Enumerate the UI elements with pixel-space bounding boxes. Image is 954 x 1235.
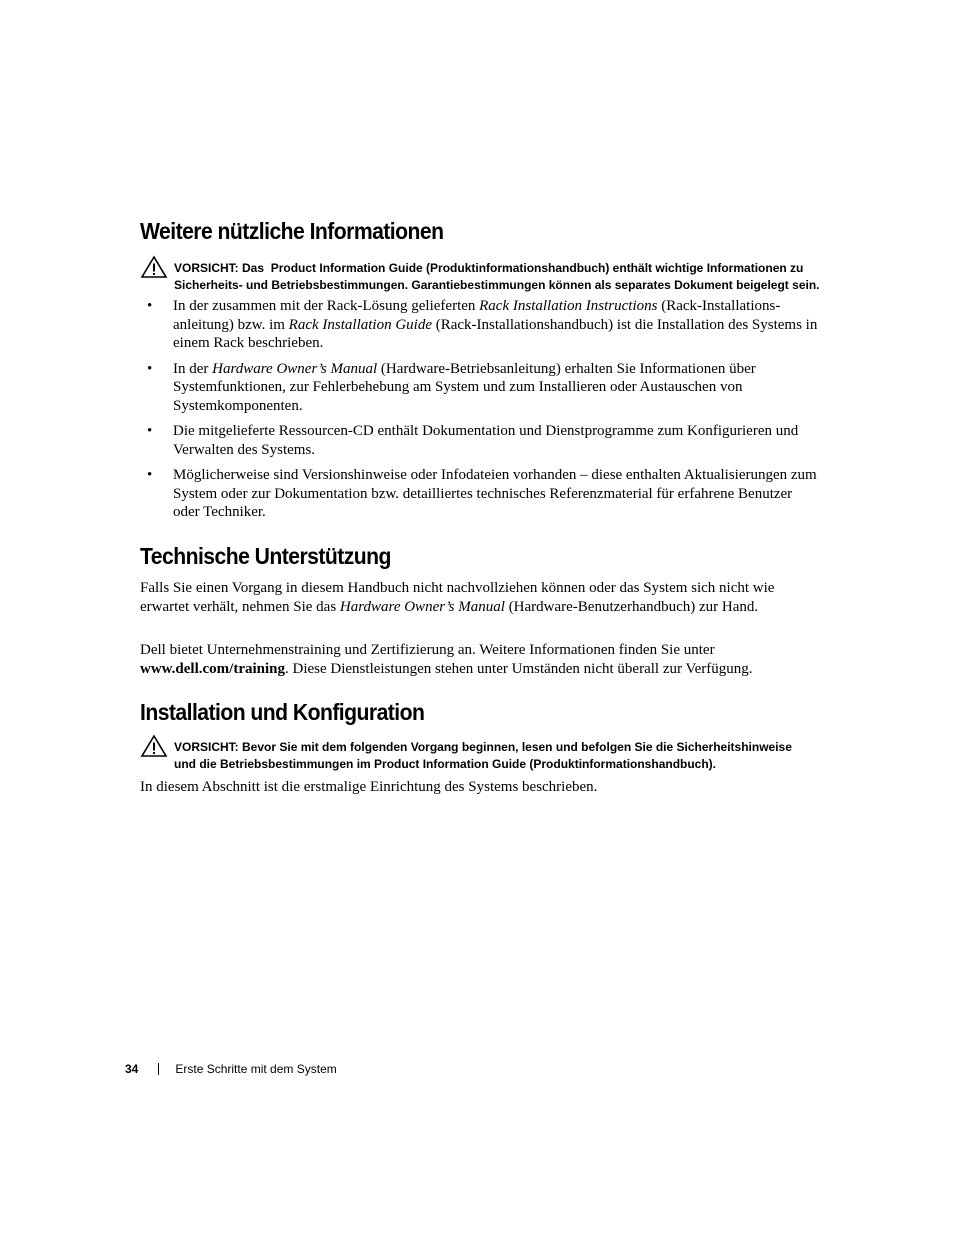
training-url-link[interactable]: www.dell.com/training: [140, 660, 285, 677]
doc-title-rack-instructions: Rack Installation Instructions: [479, 298, 658, 314]
caution-label-2: VORSICHT:: [174, 740, 239, 754]
caution-line-2a: Bevor Sie mit dem folgenden Vorgang beginnen, lesen und befolgen Sie die Sicherheitshinweise: [242, 740, 792, 754]
list-item: [140, 360, 820, 416]
section-title-more-info: Weitere nützliche Informationen: [140, 218, 444, 244]
caution-line-2b: und die Betriebsbestimmungen im Product Information Guide (Produktinformationshandbuch).: [174, 757, 717, 771]
page-footer: [125, 1062, 337, 1076]
support-paragraph-2: [140, 641, 820, 678]
installation-paragraph: In diesem Abschnitt ist die erstmalige Einrichtung des Systems beschrieben.: [140, 779, 598, 795]
chapter-title: Erste Schritte mit dem System: [175, 1062, 337, 1076]
warning-triangle-icon: [140, 255, 168, 279]
list-item-text: Möglicherweise sind Versionshinweise oder Infodateien vorhanden – diese enthalten Aktualisierungen zum System oder zur Dokumentation bzw. detailliertes technisches Referenzmaterial für erfahrene Benutzer oder Techniker.: [173, 467, 817, 520]
caution-label-1: VORSICHT:: [174, 261, 239, 275]
section-title-technical-support: Technische Unterstützung: [140, 543, 391, 569]
doc-title-rack-guide: Rack Installation Guide: [288, 316, 432, 333]
bullet-glyph: •: [147, 423, 153, 439]
list-item-text: In der: [173, 360, 213, 377]
doc-title-hardware-manual: Hardware Owner’s Manual: [339, 598, 505, 615]
list-item: [140, 297, 820, 353]
list-item-text: Die mitgelieferte Ressourcen-CD enthält Dokumentation und Dienstprogramme zum Konfigurieren und Verwalten des Systems.: [173, 423, 799, 458]
info-bullet-list: [140, 297, 820, 529]
bullet-glyph: •: [147, 467, 153, 483]
list-item-text: (Hardware-Betriebsanleitung) erhalten Sie Informationen über Systemfunktionen, zur Fehlerbehebung am System und zum Installieren oder Austauschen von Systemkomponenten.: [173, 360, 756, 414]
doc-title-hardware-manual: Hardware Owner’s Manual: [212, 360, 378, 377]
list-item-text: (Rack-Installations-anleitung) bzw. im: [173, 298, 781, 333]
list-item-text: (Rack-Installationshandbuch) ist die Installation des Systems in einem Rack beschrieben.: [173, 316, 818, 351]
list-item-text: In der zusammen mit der Rack-Lösung gelieferten: [173, 298, 480, 314]
caution-text-1: [140, 260, 820, 294]
section-title-installation: Installation und Konfiguration: [140, 699, 425, 725]
warning-triangle-icon: [140, 734, 168, 758]
bullet-glyph: •: [147, 298, 153, 314]
list-item: [140, 422, 820, 459]
footer-divider: [158, 1063, 159, 1075]
caution-line-1b: Sicherheits- und Betriebsbestimmungen. Garantiebestimmungen können als separates Dokument beigelegt sein.: [174, 278, 820, 292]
list-item: [140, 466, 820, 522]
paragraph-text: Falls Sie einen Vorgang in diesem Handbuch nicht nachvollziehen können oder das System sich nicht wie erwartet verhält, nehmen Sie das: [140, 580, 775, 615]
paragraph-text: . Diese Dienstleistungen stehen unter Umständen nicht überall zur Verfügung.: [285, 660, 753, 677]
caution-notice-1: [140, 260, 820, 294]
bullet-glyph: •: [147, 360, 153, 377]
support-paragraph-1: [140, 579, 820, 616]
paragraph-text: Dell bietet Unternehmenstraining und Zertifizierung an. Weitere Informationen finden Sie unter: [140, 642, 715, 658]
page-number: 34: [125, 1062, 139, 1076]
caution-text-2: [140, 739, 820, 773]
paragraph-text: (Hardware-Benutzerhandbuch) zur Hand.: [504, 598, 759, 615]
caution-notice-2: [140, 739, 820, 773]
caution-line-1a: Das Product Information Guide (Produktinformationshandbuch) enthält wichtige Informationen zu: [242, 261, 804, 275]
